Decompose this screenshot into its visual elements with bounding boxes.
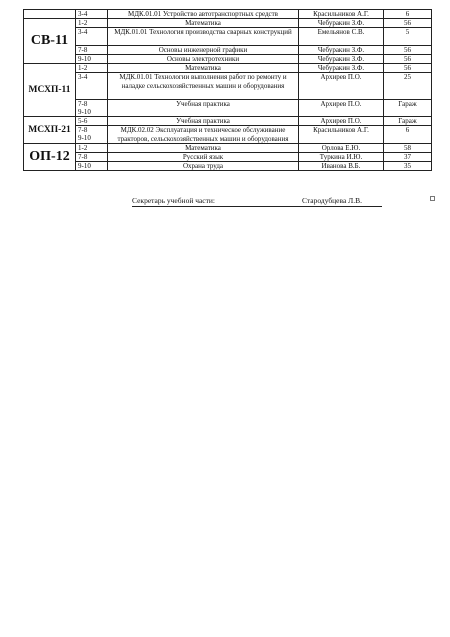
teacher-cell: Архирев П.О. xyxy=(299,73,384,100)
room-cell: 56 xyxy=(384,64,432,73)
pair-cell: 1-2 xyxy=(76,19,108,28)
table-row xyxy=(24,28,432,46)
teacher-cell: Красильников А.Г. xyxy=(299,10,384,19)
pair-cell: 9-10 xyxy=(76,162,108,171)
group-name xyxy=(24,10,76,19)
subject-cell: МДК.01.01 Устройство автотранспортных средств xyxy=(108,10,299,19)
teacher-cell: Чебуракин З.Ф. xyxy=(299,46,384,55)
teacher-cell: Красильников А.Г. xyxy=(299,126,384,144)
room-cell: 56 xyxy=(384,46,432,55)
table-row xyxy=(24,144,432,153)
schedule-sheet xyxy=(23,9,431,171)
room-cell: 56 xyxy=(384,19,432,28)
pair-cell: 9-10 xyxy=(76,55,108,64)
subject-cell: Учебная практика xyxy=(108,117,299,126)
room-cell: 58 xyxy=(384,144,432,153)
room-cell: 35 xyxy=(384,162,432,171)
teacher-cell: Чебуракин З.Ф. xyxy=(299,64,384,73)
table-row xyxy=(24,46,432,55)
group-name: ОП-12 xyxy=(24,144,76,171)
subject-cell: МДК.02.02 Эксплуатация и техническое обслуживание тракторов, сельскохозяйственных машин и оборудования xyxy=(108,126,299,144)
cell-marker-icon xyxy=(430,196,435,201)
teacher-cell: Емельянов С.В. xyxy=(299,28,384,46)
group-name: МСХП-11 xyxy=(24,64,76,117)
pair-cell: 3-4 xyxy=(76,10,108,19)
room-cell: 5 xyxy=(384,28,432,46)
teacher-cell: Архирев П.О. xyxy=(299,100,384,117)
room-cell: Гараж xyxy=(384,117,432,126)
footer-name: Стародубцева Л.В. xyxy=(302,196,362,205)
room-cell: 37 xyxy=(384,153,432,162)
group-name: МСХП-21 xyxy=(24,117,76,144)
pair-cell: 1-2 xyxy=(76,64,108,73)
group-name: СВ-11 xyxy=(24,19,76,64)
subject-cell: Учебная практика xyxy=(108,100,299,117)
table-row xyxy=(24,126,432,144)
schedule-table xyxy=(23,9,432,171)
pair-cell: 7-8 9-10 xyxy=(76,100,108,117)
pair-cell: 7-8 xyxy=(76,153,108,162)
subject-cell: МДК.01.01 Технология производства сварных конструкций xyxy=(108,28,299,46)
teacher-cell: Чебуракин З.Ф. xyxy=(299,19,384,28)
subject-cell: Математика xyxy=(108,64,299,73)
pair-cell: 3-4 xyxy=(76,28,108,46)
room-cell: 56 xyxy=(384,55,432,64)
table-row xyxy=(24,73,432,100)
subject-cell: Математика xyxy=(108,19,299,28)
subject-cell: Основы инженерной графики xyxy=(108,46,299,55)
subject-cell: Математика xyxy=(108,144,299,153)
teacher-cell: Архирев П.О. xyxy=(299,117,384,126)
subject-cell: МДК.01.01 Технологии выполнения работ по ремонту и наладке сельскохозяйственных машин и оборудования xyxy=(108,73,299,100)
subject-cell: Основы электротехники xyxy=(108,55,299,64)
table-row xyxy=(24,55,432,64)
footer-label: Секретарь учебной части: xyxy=(132,196,216,205)
table-row xyxy=(24,162,432,171)
table-row xyxy=(24,100,432,117)
table-row xyxy=(24,117,432,126)
pair-cell: 7-8 9-10 xyxy=(76,126,108,144)
room-cell: 25 xyxy=(384,73,432,100)
room-cell: 6 xyxy=(384,126,432,144)
teacher-cell: Иванова В.Б. xyxy=(299,162,384,171)
footer-signature xyxy=(132,196,382,207)
pair-cell: 1-2 xyxy=(76,144,108,153)
table-row xyxy=(24,19,432,28)
subject-cell: Охрана труда xyxy=(108,162,299,171)
pair-cell: 5-6 xyxy=(76,117,108,126)
table-row xyxy=(24,153,432,162)
table-row xyxy=(24,64,432,73)
pair-cell: 7-8 xyxy=(76,46,108,55)
room-cell: 6 xyxy=(384,10,432,19)
teacher-cell: Орлова Е.Ю. xyxy=(299,144,384,153)
teacher-cell: Туркина И.Ю. xyxy=(299,153,384,162)
pair-cell: 3-4 xyxy=(76,73,108,100)
table-row xyxy=(24,10,432,19)
subject-cell: Русский язык xyxy=(108,153,299,162)
room-cell: Гараж xyxy=(384,100,432,117)
teacher-cell: Чебуракин З.Ф. xyxy=(299,55,384,64)
